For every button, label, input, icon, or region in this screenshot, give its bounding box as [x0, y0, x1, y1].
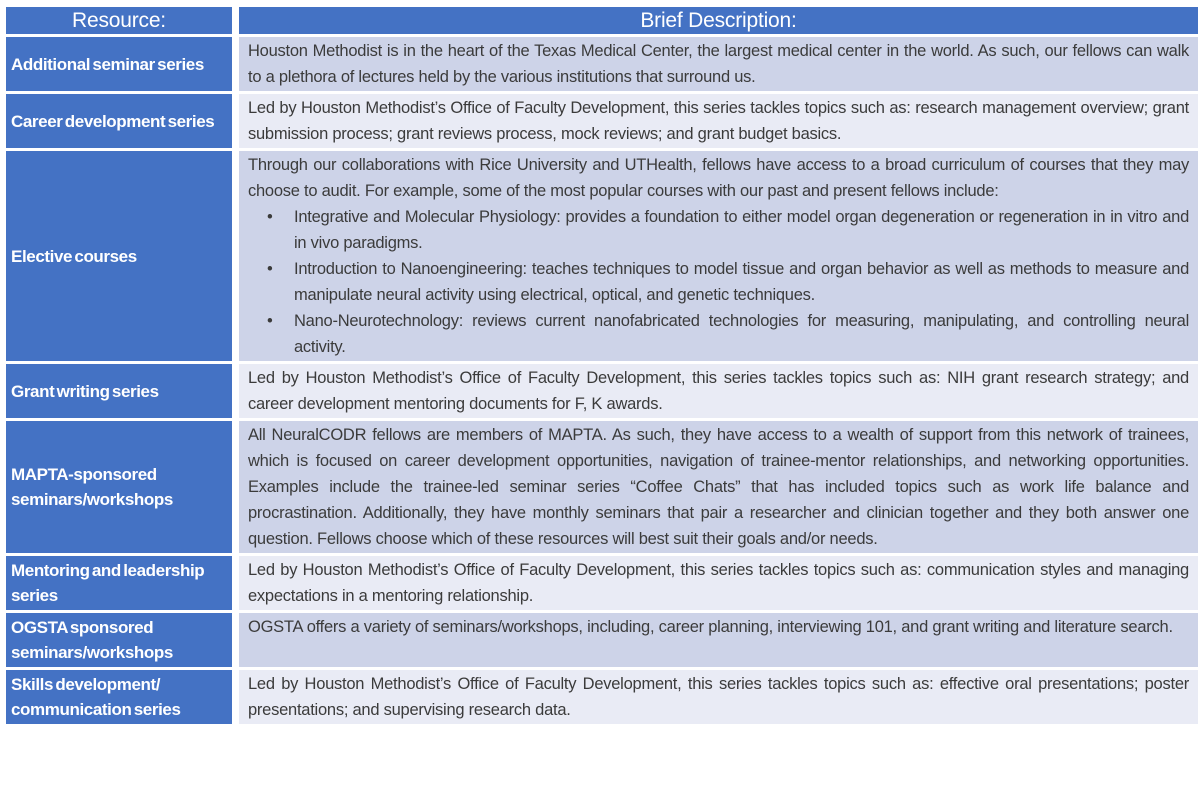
resource-cell: Mentoring and leadership series: [6, 556, 232, 610]
table-row: [6, 421, 1198, 553]
bullet-icon: •: [267, 312, 273, 330]
table-row: [6, 94, 1198, 148]
table-row: [6, 37, 1198, 91]
resource-cell: Grant writing series: [6, 364, 232, 418]
description-text: Houston Methodist is in the heart of the Texas Medical Center, the largest medical center in the world. As such, our fellows can walk to a plethora of lectures held by the various institutions that surround us.: [248, 42, 1189, 86]
course-bullet-list: [248, 204, 1189, 360]
description-cell: [239, 37, 1198, 91]
bullet-text: Introduction to Nanoengineering: teaches techniques to model tissue and organ behavior as well as methods to measure and manipulate neural activity using electrical, optical, and genetic techniques.: [294, 260, 1189, 304]
description-text: Led by Houston Methodist’s Office of Faculty Development, this series tackles topics such as: effective oral presentations; poster presentations; and supervising research data.: [248, 675, 1189, 719]
table-row: [6, 556, 1198, 610]
resource-column-header: Resource:: [6, 7, 232, 34]
description-text: All NeuralCODR fellows are members of MAPTA. As such, they have access to a wealth of support from this network of trainees, which is focused on career development opportunities, navigation of trainee-mentor relationships, and networking opportunities. Examples include the trainee-led seminar series “Coffee Chats” that has included topics such as work life balance and procrastination. Additionally, they have monthly seminars that pair a researcher and clinician together and they both answer one question. Fellows choose which of these resources will best suit their goals and/or needs.: [248, 426, 1189, 548]
description-cell: [239, 151, 1198, 361]
description-text: Led by Houston Methodist’s Office of Faculty Development, this series tackles topics such as: NIH grant research strategy; and career development mentoring documents for F, K awards.: [248, 369, 1189, 413]
bullet-icon: •: [267, 208, 273, 226]
course-bullet-item: [248, 204, 1189, 256]
description-text: Through our collaborations with Rice University and UTHealth, fellows have access to a broad curriculum of courses that they may choose to audit. For example, some of the most popular courses with our past and present fellows include:: [248, 156, 1189, 200]
resource-cell: MAPTA-sponsored seminars/workshops: [6, 421, 232, 553]
description-cell: [239, 421, 1198, 553]
bullet-text: Integrative and Molecular Physiology: provides a foundation to either model organ degeneration or regeneration in in vitro and in vivo paradigms.: [294, 208, 1189, 252]
course-bullet-item: [248, 256, 1189, 308]
description-text: Led by Houston Methodist’s Office of Faculty Development, this series tackles topics such as: research management overview; grant submission process; grant reviews process, mock reviews; and grant budget basics.: [248, 99, 1189, 143]
description-text: Led by Houston Methodist’s Office of Faculty Development, this series tackles topics such as: communication styles and managing expectations in a mentoring relationship.: [248, 561, 1189, 605]
description-cell: [239, 613, 1198, 667]
resource-cell: Career development series: [6, 94, 232, 148]
resource-cell: Skills development/ communication series: [6, 670, 232, 724]
description-column-header: Brief Description:: [239, 7, 1198, 34]
table-row: [6, 670, 1198, 724]
resource-cell: OGSTA sponsored seminars/workshops: [6, 613, 232, 667]
description-cell: [239, 670, 1198, 724]
description-cell: [239, 364, 1198, 418]
table-row: [6, 364, 1198, 418]
course-bullet-item: [248, 308, 1189, 360]
table-header-row: [6, 7, 1198, 34]
bullet-text: Nano-Neurotechnology: reviews current nanofabricated technologies for measuring, manipulating, and controlling neural activity.: [294, 312, 1189, 356]
table-row: [6, 151, 1198, 361]
bullet-icon: •: [267, 260, 273, 278]
description-text: OGSTA offers a variety of seminars/workshops, including, career planning, interviewing 101, and grant writing and literature search.: [248, 618, 1173, 636]
table-row: [6, 613, 1198, 667]
description-cell: [239, 556, 1198, 610]
resource-cell: Additional seminar series: [6, 37, 232, 91]
resource-cell: Elective courses: [6, 151, 232, 361]
description-cell: [239, 94, 1198, 148]
resource-table: [6, 7, 1198, 727]
